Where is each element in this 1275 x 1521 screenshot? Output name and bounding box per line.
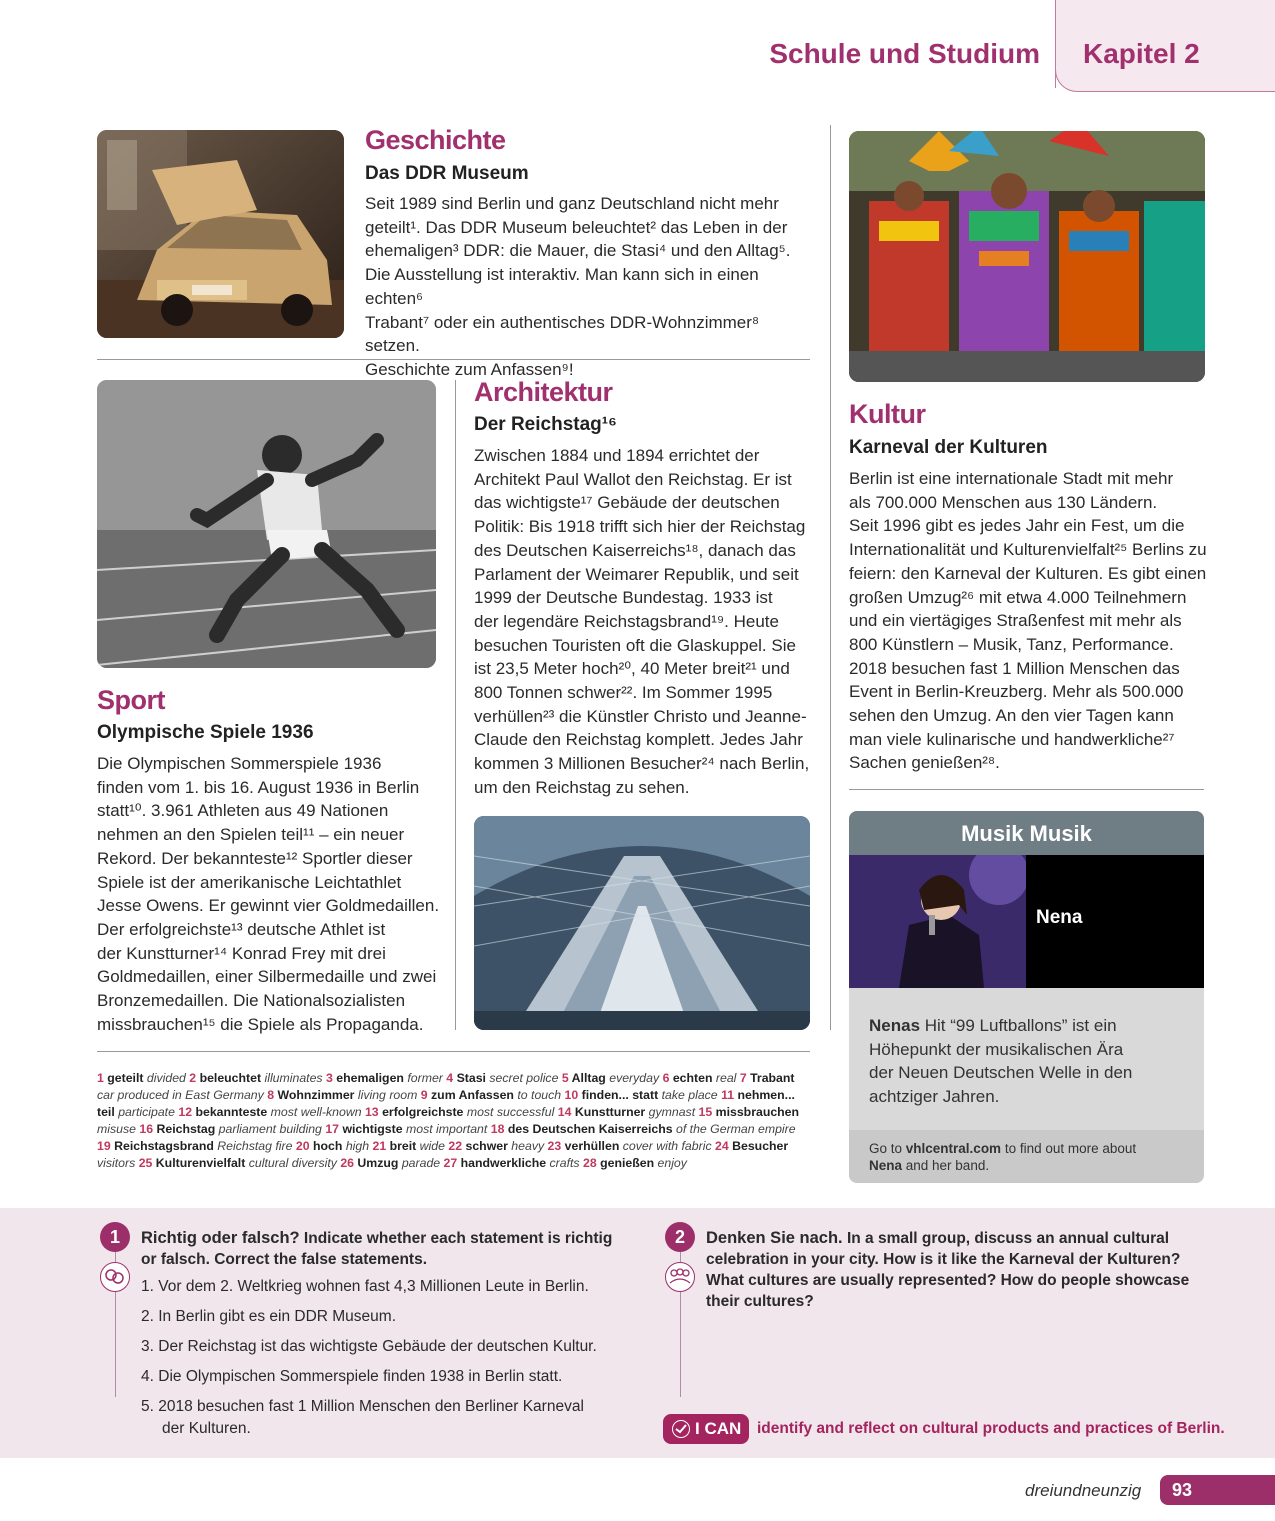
glossary-number: 9 — [420, 1087, 432, 1102]
section-title: Schule und Studium — [769, 38, 1040, 69]
glossary-term: Umzug — [357, 1155, 402, 1170]
glossary-entry — [583, 1156, 687, 1170]
glossary-term: Trabant — [750, 1071, 795, 1085]
sport-line: Der erfolgreichste¹³ deutsche Athlet ist — [97, 919, 386, 939]
glossary-entry — [340, 1156, 440, 1170]
glossary-term: Kunstturner — [574, 1104, 649, 1119]
architektur-line: 1999 der Deutsche Bundestag. 1933 ist — [474, 588, 773, 608]
glossary-entry — [421, 1088, 561, 1102]
glossary-number: 3 — [326, 1071, 337, 1085]
sport-line: Spiele ist der amerikanische Leichtathlet — [97, 872, 402, 892]
musik-link-box — [849, 1130, 1204, 1183]
glossary-term: wichtigste — [342, 1121, 406, 1136]
glossary-entry — [372, 1139, 444, 1153]
activity-2-text: In a small group, discuss an annual cultural — [842, 1230, 1170, 1247]
statement-text: Vor dem 2. Weltkrieg wohnen fast 4,3 Millionen Leute in Berlin. — [158, 1278, 589, 1295]
sport-subtitle: Olympische Spiele 1936 — [97, 722, 314, 743]
glossary-entry — [663, 1071, 737, 1085]
glossary-number: 22 — [448, 1138, 466, 1153]
statement-number: 5. — [141, 1398, 154, 1415]
glossary-translation: visitors — [97, 1155, 136, 1170]
architektur-line: der legendäre Reichstagsbrand¹⁹. Heute — [474, 611, 779, 631]
glossary-number: 14 — [557, 1104, 575, 1119]
sport-text — [97, 752, 442, 1036]
glossary-number: 2 — [189, 1071, 200, 1085]
glossary-translation: living room — [357, 1087, 418, 1102]
sport-line: nehmen an den Spielen teil¹¹ – ein neuer — [97, 825, 405, 845]
glossary-number: 4 — [446, 1071, 457, 1085]
glossary-number: 7 — [739, 1071, 751, 1085]
geschichte-text — [365, 192, 815, 382]
glossary-number: 25 — [138, 1155, 156, 1170]
glossary-translation: illuminates — [264, 1071, 323, 1085]
statement-item — [141, 1396, 641, 1440]
architektur-line: ist 23,5 Meter hoch²⁰, 40 Meter breit²¹ und — [474, 659, 790, 679]
glossary-number: 21 — [372, 1138, 390, 1153]
kultur-line: Internationalität und Kulturenvielfalt²⁵ Berlins zu — [849, 540, 1207, 560]
ican-badge-label: I CAN — [695, 1419, 742, 1438]
sport-line: finden vom 1. bis 16. August 1936 in Berlin — [97, 777, 420, 797]
glossary-entry — [178, 1105, 361, 1119]
architektur-line: Architekt Paul Wallot den Reichstag. Er ist — [474, 469, 792, 489]
glossary-translation: car produced in East Germany — [97, 1087, 264, 1102]
glossary-term: beleuchtet — [199, 1071, 265, 1085]
trabant-photo — [97, 130, 344, 338]
glossary-entry — [548, 1139, 712, 1153]
statement-item — [141, 1336, 641, 1358]
geschichte-heading: Geschichte — [365, 125, 506, 155]
glossary-term: erfolgreichste — [382, 1104, 467, 1119]
kultur-line: 2018 besuchen fast 1 Million Menschen das — [849, 658, 1180, 678]
section-divider — [97, 359, 810, 360]
musik-media — [849, 855, 1204, 988]
sport-line: Jesse Owens. Er gewinnt vier Goldmedaillen. — [97, 896, 440, 916]
activity-1-instructions — [141, 1228, 631, 1270]
activity-1-text: . Correct the false statements. — [205, 1251, 428, 1268]
activity-2-instructions — [706, 1228, 1226, 1312]
glossary-number: 12 — [178, 1104, 196, 1119]
chapter-title: Kapitel 2 — [1083, 38, 1200, 69]
statement-text: Die Olympischen Sommerspiele finden 1938 in Berlin statt. — [158, 1368, 563, 1385]
glossary-entry — [139, 1122, 322, 1136]
glossary-translation: parliament building — [218, 1121, 322, 1136]
glossary-entry — [267, 1088, 417, 1102]
glossary-term: schwer — [465, 1138, 512, 1153]
glossary-entry — [97, 1071, 186, 1085]
glossary-entry — [97, 1139, 292, 1153]
sport-line: Die Olympischen Sommerspiele 1936 — [97, 754, 382, 773]
musik-desc-line: Höhepunkt der musikalischen Ära — [869, 1039, 1124, 1059]
glossary-number: 15 — [698, 1104, 716, 1119]
header-divider — [1055, 40, 1056, 88]
kultur-line: und ein viertägiges Straßenfest mit mehr als — [849, 611, 1182, 631]
glossary-term: geteilt — [107, 1071, 147, 1085]
kultur-line: Berlin ist eine internationale Stadt mit mehr — [849, 469, 1174, 488]
glossary-number: 8 — [267, 1087, 278, 1102]
architektur-line: 800 Tonnen schwer²². Im Sommer 1995 — [474, 683, 773, 703]
glossary-number: 1 — [97, 1071, 108, 1085]
sport-line: Bronzemedaillen. Die Nationalsozialisten — [97, 991, 406, 1011]
carnival-photo — [849, 131, 1205, 382]
architektur-line: kommen 3 Millionen Besucher²⁴ nach Berlin, — [474, 754, 810, 774]
glossary-term: genießen — [600, 1155, 658, 1170]
activity-2-text: Karneval der Kulturen — [1008, 1251, 1171, 1268]
kultur-line: feiern: den Karneval der Kulturen. Es gibt einen — [849, 563, 1207, 583]
activity-2-text: What cultures are usually represented? How do people showcase — [706, 1272, 1190, 1289]
glossary-translation: cultural diversity — [248, 1155, 337, 1170]
kultur-line: als 700.000 Menschen aus 130 Ländern. — [849, 492, 1158, 512]
geschichte-line: ehemaligen³ DDR: die Mauer, die Stasi⁴ und den Alltag⁵. — [365, 241, 791, 261]
glossary-term: echten — [672, 1071, 716, 1085]
kultur-text — [849, 467, 1209, 775]
glossary-translation: enjoy — [657, 1155, 687, 1170]
musik-desc-line: achtziger Jahren. — [869, 1086, 1000, 1106]
glossary-number: 10 — [564, 1087, 582, 1102]
glossary-entry — [365, 1105, 554, 1119]
glossary-translation: everyday — [609, 1071, 660, 1085]
geschichte-line: Seit 1989 sind Berlin und ganz Deutschland nicht mehr — [365, 194, 779, 213]
activity-2-text: their cultures? — [706, 1293, 814, 1310]
glossary-entry — [446, 1071, 558, 1085]
musik-link-text: to find out more about — [1001, 1141, 1137, 1156]
architektur-line: verhüllen²³ die Künstler Christo und Jeanne- — [474, 706, 807, 726]
glossary-number: 20 — [295, 1138, 314, 1153]
glossary-divider — [97, 1051, 810, 1052]
activity-1-text: richtig — [564, 1230, 613, 1247]
kultur-line: sehen den Umzug. An den vier Tagen kann — [849, 706, 1174, 726]
activity-2-text: celebration in your city. How is it like the — [706, 1251, 1009, 1268]
musik-desc — [849, 988, 1204, 1130]
activity-1-text: Indicate whether each statement is — [299, 1230, 565, 1247]
architektur-line: Zwischen 1884 und 1894 errichtet der — [474, 446, 760, 465]
kultur-line: man viele kulinarische und handwerkliche²⁷ — [849, 729, 1175, 749]
glossary-translation: gymnast — [648, 1104, 696, 1119]
glossary-translation: Reichstag fire — [217, 1138, 293, 1153]
glossary-term: des Deutschen Kaiserreichs — [507, 1121, 676, 1136]
statement-text: In Berlin gibt es ein DDR Museum. — [158, 1308, 397, 1325]
glossary-term: Kulturenvielfalt — [155, 1155, 249, 1170]
vhlcentral-link[interactable]: vhlcentral.com — [905, 1141, 1002, 1156]
musik-link-text: and her band. — [902, 1158, 990, 1173]
column-divider — [455, 380, 456, 1030]
glossary-number: 11 — [721, 1087, 738, 1102]
musik-desc-line: Hit “99 Luftballons” ist ein — [920, 1016, 1117, 1035]
glossary-translation: former — [407, 1071, 443, 1085]
kultur-line: Event in Berlin-Kreuzberg. Mehr als 500.000 — [849, 682, 1184, 702]
architektur-heading: Architektur — [474, 377, 613, 407]
architektur-text — [474, 444, 819, 800]
glossary-translation: real — [715, 1071, 737, 1085]
glossary-entry — [189, 1071, 322, 1085]
statement-text: der Kulturen. — [162, 1420, 251, 1437]
geschichte-line: Trabant⁷ oder ein authentisches DDR-Wohnzimmer⁸ setzen. — [365, 312, 760, 356]
glossary-term: verhüllen — [564, 1138, 623, 1153]
checkmark-icon — [672, 1420, 690, 1438]
glossary-number: 23 — [547, 1138, 565, 1153]
geschichte-line: geteilt¹. Das DDR Museum beleuchtet² das Leben in der — [365, 217, 788, 237]
glossary-translation: most important — [405, 1121, 488, 1136]
sport-line: Rekord. Der bekannteste¹² Sportler dieser — [97, 848, 413, 868]
glossary-number: 26 — [340, 1155, 358, 1170]
glossary-translation: crafts — [549, 1155, 580, 1170]
musik-artist: Nena — [1036, 907, 1083, 928]
glossary-entry — [491, 1122, 796, 1136]
sport-line: der Kunstturner¹⁴ Konrad Frey mit drei — [97, 943, 386, 963]
glossary-translation: heavy — [511, 1138, 545, 1153]
geschichte-line: Geschichte zum Anfassen⁹! — [365, 359, 574, 379]
glossary-number: 28 — [583, 1155, 601, 1170]
statement-text: Der Reichstag ist das wichtigste Gebäude der deutschen Kultur. — [158, 1338, 597, 1355]
glossary-entry — [444, 1156, 580, 1170]
glossary-translation: cover with fabric — [622, 1138, 712, 1153]
glossary-translation: most successful — [466, 1104, 555, 1119]
activity-1-text: falsch — [160, 1251, 206, 1268]
musik-desc-bold: Nenas — [869, 1016, 921, 1035]
statement-item — [141, 1366, 641, 1388]
geschichte-subtitle: Das DDR Museum — [365, 163, 529, 184]
athlete-photo — [97, 380, 436, 668]
activity-1-number: 1 — [100, 1222, 130, 1252]
glossary-number: 6 — [662, 1071, 673, 1085]
glossary-translation: take place — [661, 1087, 718, 1102]
glossary-term: finden... statt — [581, 1087, 662, 1102]
glossary-term: zum Anfassen — [431, 1087, 518, 1102]
glossary-number: 16 — [139, 1121, 157, 1136]
glossary — [97, 1070, 807, 1171]
glossary-translation: misuse — [97, 1121, 136, 1136]
musik-link-text: Go to — [869, 1141, 906, 1156]
statement-number: 2. — [141, 1308, 154, 1325]
group-icon — [665, 1262, 695, 1292]
glossary-term: Stasi — [456, 1071, 490, 1085]
activity-1-text: or — [141, 1251, 161, 1268]
musik-title: Musik Musik — [849, 811, 1204, 855]
ican-text: identify and reflect on cultural products and practices of Berlin. — [757, 1420, 1225, 1437]
architektur-line: um den Reichstag zu sehen. — [474, 777, 690, 797]
sport-line: statt¹⁰. 3.961 Athleten aus 49 Nationen — [97, 801, 389, 821]
activity-1-title: Richtig oder falsch? — [141, 1229, 300, 1247]
glossary-term: bekannteste — [195, 1104, 271, 1119]
glossary-term: nehmen... teil — [97, 1087, 795, 1119]
glossary-entry — [558, 1105, 695, 1119]
kultur-line: 800 Künstlern – Musik, Tanz, Performance. — [849, 634, 1174, 654]
statement-item — [141, 1276, 641, 1298]
architektur-line: des Deutschen Kaiserreichs¹⁸, danach das — [474, 540, 796, 560]
glossary-term: Wohnzimmer — [277, 1087, 358, 1102]
glossary-number: 5 — [561, 1071, 572, 1085]
kultur-line: Sachen genießen²⁸. — [849, 753, 1000, 773]
singer-photo — [849, 855, 1026, 988]
glossary-term: missbrauchen — [715, 1104, 800, 1119]
statement-list — [141, 1276, 641, 1440]
glossary-term: Besucher — [732, 1138, 789, 1153]
kultur-line: Seit 1996 gibt es jedes Jahr ein Fest, um die — [849, 516, 1185, 536]
glossary-number: 24 — [715, 1138, 733, 1153]
architektur-line: Claude den Reichstag komplett. Jedes Jahr — [474, 730, 803, 750]
glossary-translation: of the German empire — [675, 1121, 796, 1136]
glossary-translation: to touch — [517, 1087, 562, 1102]
glossary-number: 13 — [364, 1104, 383, 1119]
statement-number: 3. — [141, 1338, 154, 1355]
glossary-translation: participate — [118, 1104, 175, 1119]
architektur-line: besuchen Touristen oft die Glaskuppel. Sie — [474, 635, 796, 655]
glossary-translation: wide — [419, 1138, 445, 1153]
glossary-entry — [139, 1156, 337, 1170]
glossary-term: breit — [389, 1138, 420, 1153]
architektur-line: das wichtigste¹⁷ Gebäude der deutschen — [474, 493, 780, 513]
musik-desc-line: der Neuen Deutschen Welle in den — [869, 1063, 1133, 1082]
glossary-entry — [562, 1071, 659, 1085]
glossary-translation: secret police — [489, 1071, 559, 1085]
page-word: dreiundneunzig — [1025, 1481, 1142, 1500]
glossary-term: ehemaligen — [336, 1071, 408, 1085]
kultur-subtitle: Karneval der Kulturen — [849, 437, 1048, 458]
sport-line: missbrauchen¹⁵ die Spiele als Propaganda. — [97, 1014, 424, 1034]
glossary-entry — [448, 1139, 544, 1153]
glossary-term: hoch — [313, 1138, 346, 1153]
geschichte-line: Die Ausstellung ist interaktiv. Man kann sich in einen echten⁶ — [365, 265, 759, 308]
activity-2-text: ? — [1170, 1251, 1181, 1268]
architektur-line: Politik: Bis 1918 trifft sich hier der Reichstag — [474, 517, 806, 537]
section-divider — [849, 789, 1204, 790]
column-divider — [830, 125, 831, 1030]
glossary-translation: most well-known — [270, 1104, 362, 1119]
glossary-term: Reichstagsbrand — [114, 1138, 218, 1153]
statement-number: 1. — [141, 1278, 154, 1295]
statement-number: 4. — [141, 1368, 154, 1385]
glossary-entry — [325, 1122, 487, 1136]
glossary-entry — [326, 1071, 443, 1085]
page-number: 93 — [1160, 1475, 1275, 1505]
musik-link-bold: Nena — [869, 1158, 903, 1173]
pair-icon — [100, 1262, 130, 1292]
activity-2-number: 2 — [665, 1222, 695, 1252]
kultur-line: großen Umzug²⁶ mit etwa 4.000 Teilnehmern — [849, 587, 1187, 607]
glossary-term: Alltag — [571, 1071, 610, 1085]
reichstag-dome-photo — [474, 816, 810, 1030]
musik-box — [849, 811, 1204, 1183]
glossary-number: 17 — [325, 1121, 343, 1136]
activity-2-title: Denken Sie nach. — [706, 1229, 843, 1247]
architektur-subtitle: Der Reichstag¹⁶ — [474, 414, 617, 435]
sport-line: Goldmedaillen, einer Silbermedaille und zwei — [97, 967, 437, 987]
glossary-number: 19 — [97, 1138, 115, 1153]
glossary-number: 18 — [490, 1121, 508, 1136]
architektur-line: Parlament der Weimarer Republik, und seit — [474, 564, 799, 584]
glossary-number: 27 — [443, 1155, 461, 1170]
glossary-entry — [565, 1088, 718, 1102]
statement-text: 2018 besuchen fast 1 Million Menschen den Berliner Karneval — [158, 1398, 584, 1415]
glossary-translation: high — [345, 1138, 370, 1153]
sport-heading: Sport — [97, 685, 165, 715]
glossary-translation: divided — [146, 1071, 186, 1085]
kultur-heading: Kultur — [849, 399, 926, 429]
glossary-term: handwerkliche — [460, 1155, 550, 1170]
glossary-translation: parade — [401, 1155, 441, 1170]
statement-item — [141, 1306, 641, 1328]
glossary-term: Reichstag — [156, 1121, 219, 1136]
glossary-entry — [296, 1139, 369, 1153]
